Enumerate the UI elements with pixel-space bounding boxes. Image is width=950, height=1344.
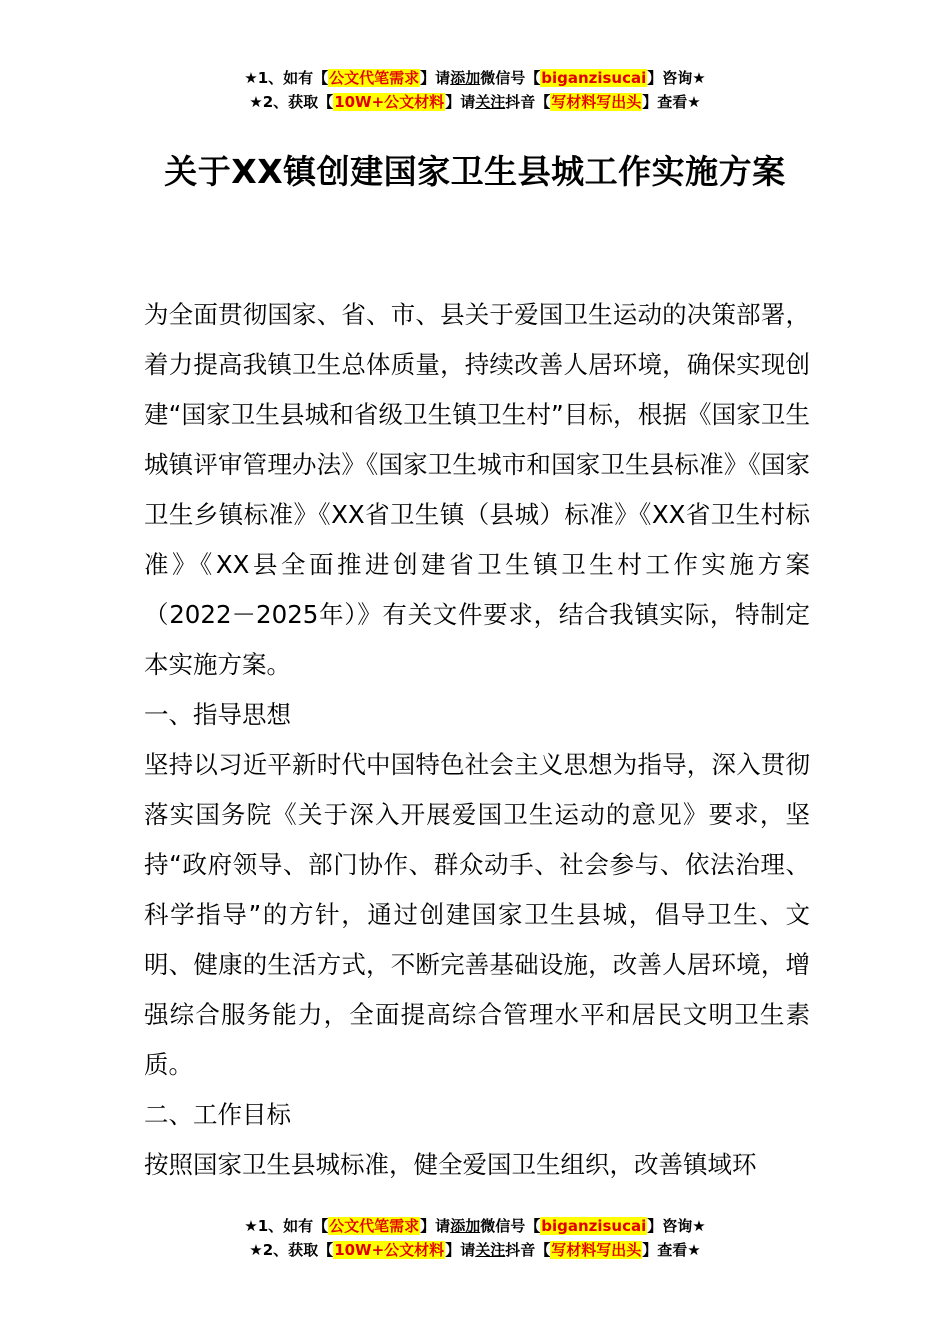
banner-text: 】请: [445, 1241, 476, 1259]
banner-underline: 关注: [475, 93, 506, 111]
banner-text: 】请: [420, 69, 451, 87]
document-body: [144, 290, 810, 1190]
paragraph-work-goals: 按照国家卫生县城标准，健全爱国卫生组织，改善镇域环: [144, 1150, 757, 1179]
banner-line-2: [0, 1238, 950, 1262]
footer-banner: [0, 1214, 950, 1262]
banner-text: 】查看★: [642, 93, 701, 111]
paragraph-intro: 为全面贯彻国家、省、市、县关于爱国卫生运动的决策部署，着力提高我镇卫生总体质量，持续改善人居环境，确保实现创建“国家卫生县城和省级卫生镇卫生村”目标，根据《国家卫生城镇评审管理办法》《国家卫生城市和国家卫生县标准》《国家卫生乡镇标准》《XX省卫生镇（县城）标准》《XX省卫生村标准》《XX县全面推进创建省卫生镇卫生村工作实施方案（2022－2025年）》有关文件要求，结合我镇实际，特制定本实施方案。: [144, 300, 810, 679]
banner-highlight: 公文代笔需求: [329, 69, 420, 87]
banner-text: 】咨询★: [647, 69, 706, 87]
section-heading-guiding-ideology: 一、指导思想: [144, 700, 291, 729]
section-heading-work-goals: 二、工作目标: [144, 1100, 291, 1129]
banner-line-1: [0, 1214, 950, 1238]
paragraph-guiding-ideology: 坚持以习近平新时代中国特色社会主义思想为指导，深入贯彻落实国务院《关于深入开展爱国卫生运动的意见》要求，坚持“政府领导、部门协作、群众动手、社会参与、依法治理、科学指导”的方针，通过创建国家卫生县城，倡导卫生、文明、健康的生活方式，不断完善基础设施，改善人居环境，增强综合服务能力，全面提高综合管理水平和居民文明卫生素质。: [144, 750, 810, 1079]
banner-line-1: [0, 66, 950, 90]
banner-text: 】请: [445, 93, 476, 111]
banner-text: ★1、如有【: [244, 69, 329, 87]
header-banner: [0, 66, 950, 114]
banner-highlight: biganzisucai: [541, 69, 647, 87]
banner-highlight: 公文代笔需求: [329, 1217, 420, 1235]
banner-underline: 添加: [450, 1217, 481, 1235]
banner-highlight: 写材料写出头: [551, 93, 642, 111]
banner-text: 抖音【: [505, 1241, 551, 1259]
banner-text: ★2、获取【: [249, 93, 334, 111]
banner-underline: 添加: [450, 69, 481, 87]
banner-highlight: 写材料写出头: [551, 1241, 642, 1259]
banner-text: ★1、如有【: [244, 1217, 329, 1235]
banner-text: 微信号【: [480, 69, 541, 87]
banner-highlight: 10W+公文材料: [334, 93, 445, 111]
page-title: 关于XX镇创建国家卫生县城工作实施方案: [164, 152, 786, 191]
banner-text: 微信号【: [480, 1217, 541, 1235]
banner-underline: 关注: [475, 1241, 506, 1259]
banner-highlight: 10W+公文材料: [334, 1241, 445, 1259]
banner-line-2: [0, 90, 950, 114]
banner-text: ★2、获取【: [249, 1241, 334, 1259]
banner-text: 抖音【: [505, 93, 551, 111]
banner-highlight: biganzisucai: [541, 1217, 647, 1235]
banner-text: 】查看★: [642, 1241, 701, 1259]
banner-text: 】咨询★: [647, 1217, 706, 1235]
banner-text: 】请: [420, 1217, 451, 1235]
